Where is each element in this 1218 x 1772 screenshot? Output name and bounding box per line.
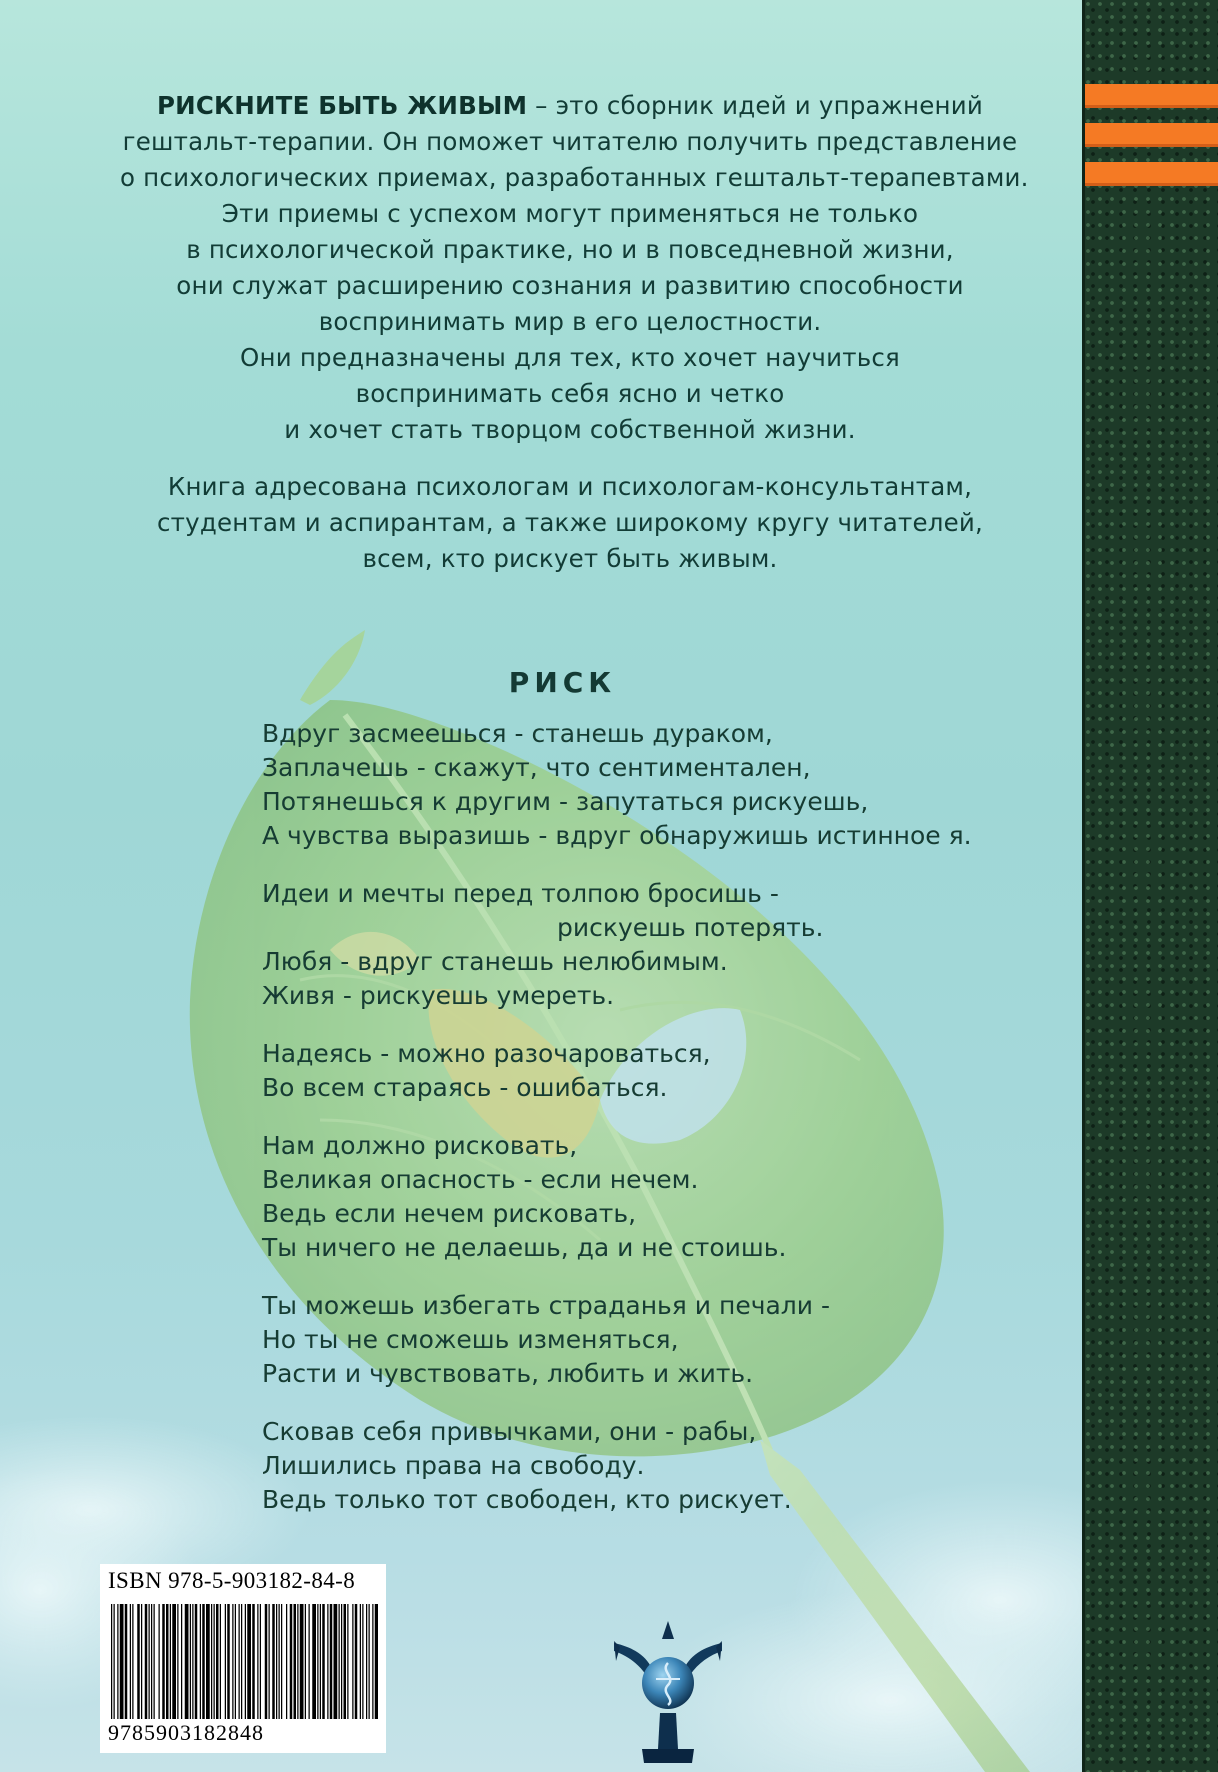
spine-stripe: [1085, 123, 1218, 147]
poem-line: Нам должно рисковать,: [262, 1131, 578, 1160]
poem-stanza: [262, 1037, 1022, 1105]
poem-stanza: [262, 1415, 1022, 1517]
poem-line: Расти и чувствовать, любить и жить.: [262, 1359, 754, 1388]
description-line: в психологической практике, но и в повседневной жизни,: [186, 235, 954, 264]
description-line: они служат расширению сознания и развитию способности: [176, 271, 964, 300]
poem-line: Но ты не сможешь изменяться,: [262, 1325, 679, 1354]
book-spine: [1082, 0, 1218, 1772]
poem-line: Надеясь - можно разочароваться,: [262, 1039, 711, 1068]
barcode: [108, 1604, 378, 1719]
book-description: [120, 88, 1029, 448]
description-line: и хочет стать творцом собственной жизни.: [284, 415, 856, 444]
spine-stripe: [1085, 162, 1218, 186]
poem-line: Живя - рискуешь умереть.: [262, 981, 615, 1010]
barcode-number: 9785903182848: [108, 1720, 264, 1745]
poem-stanza: [262, 1129, 1022, 1265]
poem-line: А чувства выразишь - вдруг обнаружишь истинное я.: [262, 821, 972, 850]
description-line: Они предназначены для тех, кто хочет научиться: [240, 343, 900, 372]
poem: [262, 717, 1022, 1541]
poem-line: Ты ничего не делаешь, да и не стоишь.: [262, 1233, 787, 1262]
poem-title: РИСК: [508, 666, 617, 699]
audience-line: всем, кто рискует быть живым.: [362, 544, 778, 573]
poem-line: Ведь если нечем рисковать,: [262, 1199, 637, 1228]
poem-line: рискуешь потерять.: [557, 913, 824, 942]
poem-line: Вдруг засмеешься - станешь дураком,: [262, 719, 773, 748]
spine-stripe: [1085, 84, 1218, 108]
poem-stanza: [262, 1289, 1022, 1391]
description-line: РИСКНИТЕ БЫТЬ ЖИВЫМ – это сборник идей и упражнений: [156, 91, 983, 120]
poem-line: Сковав себя привычками, они - рабы,: [262, 1417, 757, 1446]
poem-line: Идеи и мечты перед толпою бросишь -: [262, 879, 779, 908]
poem-line: Потянешься к другим - запутаться рискуешь,: [262, 787, 869, 816]
description-line: воспринимать мир в его целостности.: [318, 307, 822, 336]
poem-line: Великая опасность - если нечем.: [262, 1165, 699, 1194]
poem-line: Ты можешь избегать страданья и печали -: [262, 1291, 830, 1320]
description-line: Эти приемы с успехом могут применяться не только: [221, 199, 919, 228]
poem-line: Ведь только тот свободен, кто рискует.: [262, 1485, 792, 1514]
audience-line: Книга адресована психологам и психологам-консультантам,: [167, 472, 973, 501]
poem-stanza: [262, 877, 1022, 1013]
book-title: РИСКНИТЕ БЫТЬ ЖИВЫМ: [156, 91, 528, 120]
audience-line: студентам и аспирантам, а также широкому кругу читателей,: [156, 508, 984, 537]
isbn-barcode-block: [100, 1564, 386, 1753]
description-line: воспринимать себя ясно и четко: [355, 379, 785, 408]
poem-line: Заплачешь - скажут, что сентиментален,: [262, 753, 811, 782]
poem-line: Любя - вдруг станешь нелюбимым.: [262, 947, 728, 976]
description-line: о психологических приемах, разработанных гештальт-терапевтами.: [120, 163, 1029, 192]
isbn-label: ISBN 978-5-903182-84-8: [108, 1568, 356, 1593]
publisher-emblem-icon: [612, 1617, 724, 1765]
audience-note: [120, 469, 1020, 577]
poem-line: Во всем стараясь - ошибаться.: [262, 1073, 668, 1102]
poem-line: Лишились права на свободу.: [262, 1451, 645, 1480]
poem-stanza: [262, 717, 1022, 853]
description-line: гештальт-терапии. Он поможет читателю получить представление: [122, 127, 1018, 156]
